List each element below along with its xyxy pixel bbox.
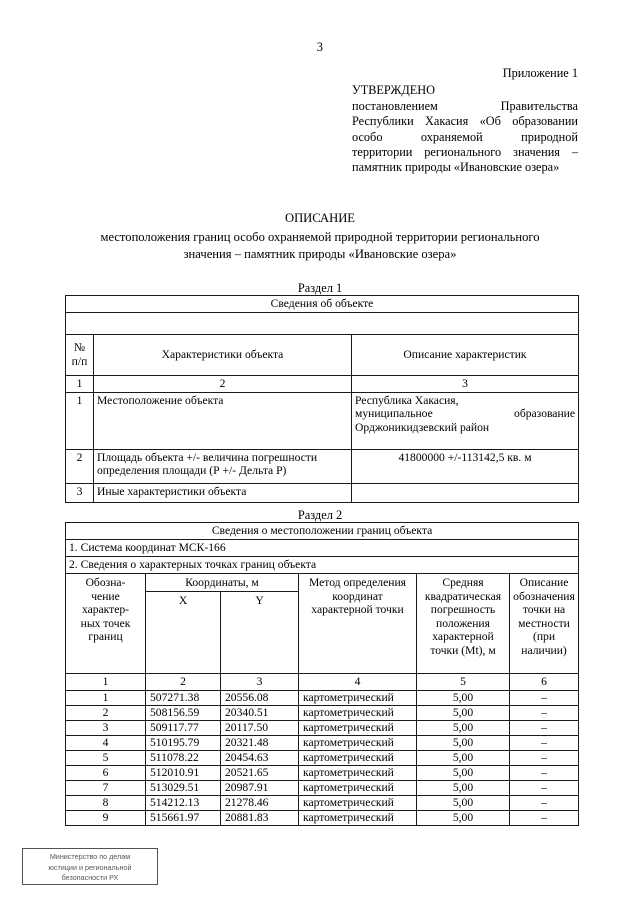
point-description: – — [510, 810, 579, 825]
col-number-3: 3 — [352, 376, 579, 393]
point-x: 507271.38 — [146, 690, 221, 705]
table-row — [66, 720, 579, 735]
table-header-row — [66, 335, 579, 376]
approval-line-2: Республики Хакасия «Об образовании — [352, 114, 578, 129]
col-header-point-designation — [66, 574, 146, 674]
point-designation-line-5: границ — [88, 630, 123, 644]
point-x: 515661.97 — [146, 810, 221, 825]
point-x: 511078.22 — [146, 750, 221, 765]
approval-line-1: постановлением Правительства — [352, 98, 578, 113]
col-number-1: 1 — [66, 376, 94, 393]
point-number: 6 — [66, 765, 146, 780]
method-line-1: Метод определения — [309, 576, 406, 589]
table-row — [66, 449, 579, 483]
table-row — [66, 557, 579, 574]
col-header-number-bottom: п/п — [71, 355, 88, 368]
row-1-description-line-2: муниципальное образование — [355, 407, 576, 421]
table-column-number-row — [66, 674, 579, 691]
approved-word: УТВЕРЖДЕНО — [352, 83, 436, 98]
point-desc-line-4: местности — [518, 616, 570, 630]
method-line-2: координат — [332, 589, 383, 603]
point-method: картометрический — [299, 810, 417, 825]
method-line-3: характерной точки — [311, 603, 404, 617]
point-number: 5 — [66, 750, 146, 765]
col-header-coord-y: Y — [221, 592, 299, 674]
table-column-number-row — [66, 376, 579, 393]
point-description: – — [510, 705, 579, 720]
table-row — [66, 705, 579, 720]
col-header-number-top: № — [73, 341, 86, 355]
table-row — [66, 392, 579, 449]
stamp-line-1: Министерство по делам — [49, 852, 131, 861]
row-1-number: 1 — [66, 392, 94, 449]
border-table-banner: Сведения о местоположении границ объекта — [66, 523, 579, 540]
point-mt: 5,00 — [417, 810, 510, 825]
section-2-caption: Раздел 2 — [297, 508, 343, 522]
col-number-2: 2 — [94, 376, 352, 393]
rms-line-4: положения — [436, 616, 490, 630]
point-y: 21278.46 — [221, 795, 299, 810]
row-1-description-line-1: Республика Хакасия, — [355, 393, 459, 407]
rms-line-1: Средняя — [442, 576, 484, 589]
point-mt: 5,00 — [417, 720, 510, 735]
table-header-row — [66, 574, 579, 592]
point-number: 2 — [66, 705, 146, 720]
approval-block — [352, 66, 578, 176]
point-mt: 5,00 — [417, 780, 510, 795]
col-number-2: 2 — [146, 674, 221, 691]
col-header-coordinates: Координаты, м — [146, 574, 299, 592]
characteristic-points-row: 2. Сведения о характерных точках границ объекта — [66, 557, 579, 574]
point-description: – — [510, 720, 579, 735]
col-header-characteristics: Характеристики объекта — [94, 335, 352, 376]
col-header-coord-x: X — [146, 592, 221, 674]
approval-line-5: памятник природы «Ивановские озера» — [352, 160, 560, 175]
table-row — [66, 296, 579, 313]
table-row — [66, 735, 579, 750]
row-2-characteristic-line-1: Площадь объекта +/- величина погрешности — [97, 450, 318, 464]
table-row — [66, 795, 579, 810]
section-1-caption: Раздел 1 — [297, 281, 343, 295]
rms-line-6: точки (Мt), м — [430, 643, 496, 657]
approval-text — [352, 99, 578, 176]
point-description: – — [510, 735, 579, 750]
point-description: – — [510, 780, 579, 795]
row-1-description-line-3: Орджоникидзевский район — [355, 420, 490, 434]
table-row — [66, 523, 579, 540]
col-header-description: Описание характеристик — [352, 335, 579, 376]
table-row — [66, 765, 579, 780]
table-row — [66, 810, 579, 825]
point-designation-line-4: ных точек — [80, 616, 131, 630]
document-subtitle-line-2: значения – памятник природы «Ивановские озера» — [183, 247, 457, 261]
point-x: 508156.59 — [146, 705, 221, 720]
point-y: 20340.51 — [221, 705, 299, 720]
point-method: картометрический — [299, 720, 417, 735]
col-number-4: 4 — [299, 674, 417, 691]
point-x: 514212.13 — [146, 795, 221, 810]
approval-line-3: особо охраняемой природной — [352, 129, 578, 144]
col-header-method — [299, 574, 417, 674]
point-y: 20454.63 — [221, 750, 299, 765]
border-points-table — [65, 522, 579, 826]
row-1-description — [352, 392, 579, 449]
col-header-rms-error — [417, 574, 510, 674]
border-points-data-body — [66, 690, 579, 825]
point-mt: 5,00 — [417, 750, 510, 765]
page-title: ОПИСАНИЕ — [284, 211, 356, 225]
point-description: – — [510, 765, 579, 780]
row-3-number: 3 — [66, 483, 94, 502]
point-mt: 5,00 — [417, 690, 510, 705]
object-table-banner: Сведения об объекте — [66, 296, 579, 313]
row-3-characteristic: Иные характеристики объекта — [94, 483, 352, 502]
point-x: 512010.91 — [146, 765, 221, 780]
point-description: – — [510, 795, 579, 810]
point-y: 20987.91 — [221, 780, 299, 795]
ministry-stamp — [22, 848, 158, 885]
row-2-number: 2 — [66, 449, 94, 483]
table-row — [66, 483, 579, 502]
point-description: – — [510, 690, 579, 705]
table-row — [66, 690, 579, 705]
point-designation-line-1: Обозна- — [85, 576, 126, 589]
object-table-blank-row — [66, 313, 579, 335]
point-y: 20321.48 — [221, 735, 299, 750]
row-2-characteristic-line-2: определения площади (Р +/- Дельта Р) — [97, 464, 287, 478]
object-info-table — [65, 295, 579, 503]
table-row — [66, 313, 579, 335]
point-method: картометрический — [299, 780, 417, 795]
point-desc-line-3: точки на — [522, 603, 566, 617]
point-number: 4 — [66, 735, 146, 750]
page-number: 3 — [316, 40, 324, 54]
stamp-line-3: безопасности РХ — [61, 873, 119, 882]
table-row — [66, 750, 579, 765]
point-y: 20556.08 — [221, 690, 299, 705]
point-mt: 5,00 — [417, 765, 510, 780]
document-subtitle-line-1: местоположения границ особо охраняемой природной территории регионального — [100, 230, 540, 244]
point-mt: 5,00 — [417, 705, 510, 720]
col-number-1: 1 — [66, 674, 146, 691]
point-number: 8 — [66, 795, 146, 810]
point-y: 20881.83 — [221, 810, 299, 825]
point-number: 9 — [66, 810, 146, 825]
coordinate-system-row: 1. Система координат МСК-166 — [66, 540, 579, 557]
appendix-label: Приложение 1 — [502, 66, 578, 80]
point-y: 20521.65 — [221, 765, 299, 780]
point-method: картометрический — [299, 795, 417, 810]
point-x: 509117.77 — [146, 720, 221, 735]
point-designation-line-3: характер- — [81, 603, 130, 617]
col-header-number — [66, 335, 94, 376]
row-2-description: 41800000 +/-113142,5 кв. м — [352, 449, 579, 483]
point-x: 513029.51 — [146, 780, 221, 795]
point-method: картометрический — [299, 750, 417, 765]
point-desc-line-1: Описание — [519, 576, 569, 589]
col-number-5: 5 — [417, 674, 510, 691]
table-row — [66, 780, 579, 795]
col-header-point-description — [510, 574, 579, 674]
col-number-6: 6 — [510, 674, 579, 691]
row-3-description — [352, 483, 579, 502]
point-y: 20117.50 — [221, 720, 299, 735]
rms-line-2: квадратическая — [424, 589, 502, 603]
point-mt: 5,00 — [417, 735, 510, 750]
point-desc-line-5: (при — [532, 630, 556, 644]
approval-line-4: территории регионального значения – — [352, 145, 578, 160]
point-designation-line-2: чение — [91, 589, 120, 603]
col-number-3: 3 — [221, 674, 299, 691]
point-method: картометрический — [299, 765, 417, 780]
point-number: 1 — [66, 690, 146, 705]
point-method: картометрический — [299, 690, 417, 705]
point-desc-line-2: обозначения — [513, 589, 575, 603]
point-method: картометрический — [299, 735, 417, 750]
point-description: – — [510, 750, 579, 765]
point-x: 510195.79 — [146, 735, 221, 750]
rms-line-5: характерной — [432, 630, 494, 644]
point-mt: 5,00 — [417, 795, 510, 810]
row-1-characteristic: Местоположение объекта — [94, 392, 352, 449]
point-number: 3 — [66, 720, 146, 735]
stamp-line-2: юстиции и региональной — [48, 862, 132, 872]
row-2-characteristic — [94, 449, 352, 483]
point-number: 7 — [66, 780, 146, 795]
document-title-block — [55, 210, 585, 263]
point-method: картометрический — [299, 705, 417, 720]
rms-line-3: погрешность — [430, 603, 496, 617]
point-desc-line-6: наличии) — [521, 643, 567, 657]
table-row — [66, 540, 579, 557]
